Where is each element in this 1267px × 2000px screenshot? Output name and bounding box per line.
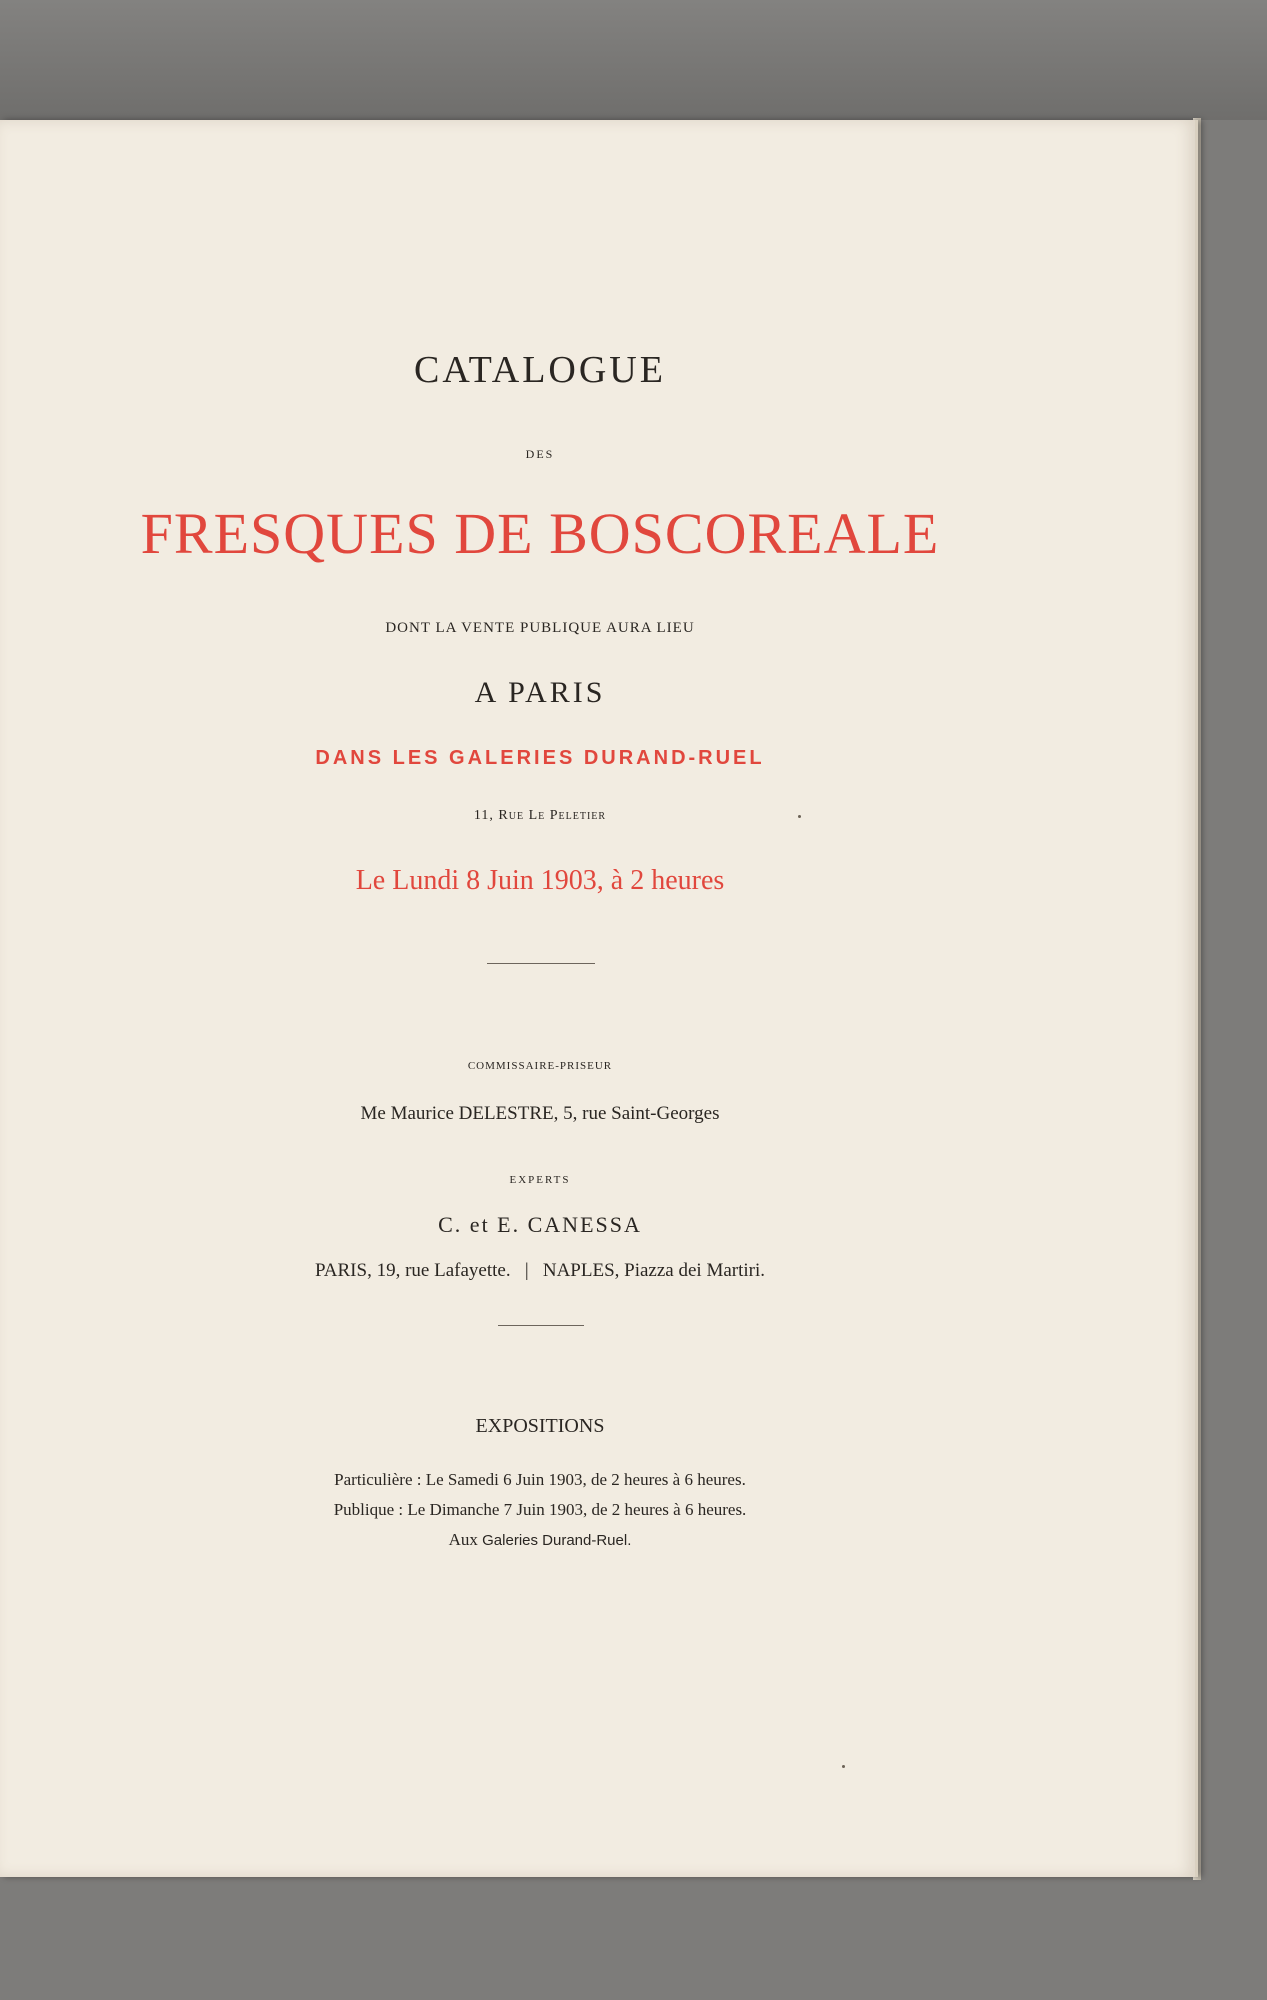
background-top: [0, 0, 1267, 120]
venue: DANS LES GALERIES DURAND-RUEL: [315, 747, 765, 769]
commissaire-label: COMMISSAIRE-PRISEUR: [467, 1060, 613, 1072]
exposition-location-line: [0, 1530, 1080, 1550]
title-des: DES: [525, 447, 555, 461]
exposition-location-prefix: Aux: [448, 1530, 478, 1549]
expositions-label: EXPOSITIONS: [475, 1415, 605, 1437]
exposition-location: Galeries Durand-Ruel.: [482, 1532, 632, 1549]
subtitle: DONT LA VENTE PUBLIQUE AURA LIEU: [385, 620, 695, 636]
experts-address: PARIS, 19, rue Lafayette. | NAPLES, Piazza dei Martiri.: [314, 1260, 766, 1281]
catalogue-page: [0, 120, 1198, 1877]
main-title: FRESQUES DE BOSCOREALE: [140, 501, 940, 566]
experts-name: C. et E. CANESSA: [438, 1212, 642, 1237]
exposition-publique: Publique : Le Dimanche 7 Juin 1903, de 2 heures à 6 heures.: [333, 1500, 747, 1519]
sale-date: Le Lundi 8 Juin 1903, à 2 heures: [355, 865, 725, 896]
title-catalogue: CATALOGUE: [414, 349, 666, 391]
divider-rule-2: [498, 1325, 584, 1326]
city: A PARIS: [474, 676, 606, 709]
paper-speck: [842, 1765, 845, 1768]
commissaire-name: Me Maurice DELESTRE, 5, rue Saint-Georges: [360, 1103, 720, 1124]
experts-label: EXPERTS: [509, 1174, 571, 1186]
exposition-particuliere: Particulière : Le Samedi 6 Juin 1903, de 2 heures à 6 heures.: [334, 1470, 746, 1489]
paper-speck: [798, 815, 801, 818]
venue-address: 11, Rue Le Peletier: [473, 808, 607, 823]
divider-rule: [487, 963, 595, 964]
